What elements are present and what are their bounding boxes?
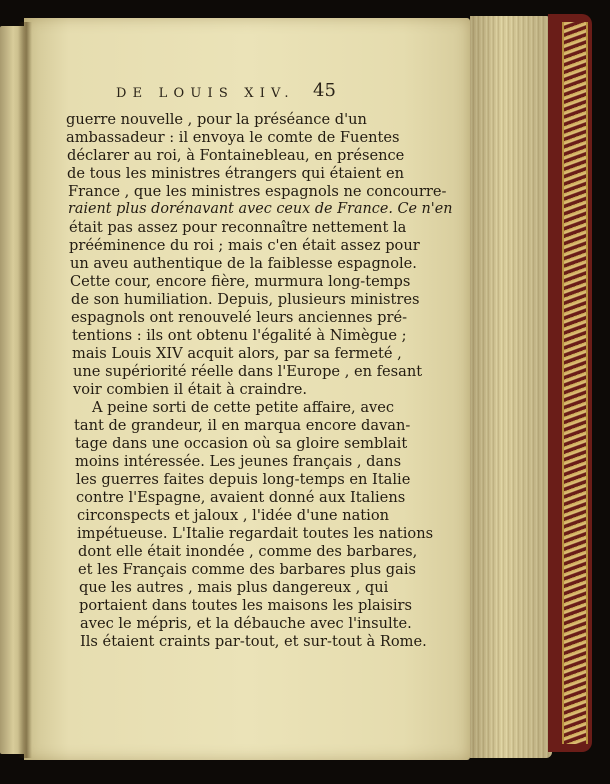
running-head: DE LOUIS XIV. <box>116 86 295 101</box>
text-line: tant de grandeur, il en marqua encore davan- <box>74 417 411 434</box>
text-line: ambassadeur : il envoya le comte de Fuentes <box>66 129 400 146</box>
text-line: Ils étaient craints par-tout, et sur-tout à Rome. <box>80 633 427 650</box>
text-line: de son humiliation. Depuis, plusieurs ministres <box>71 291 420 308</box>
text-line: A peine sorti de cette petite affaire, avec <box>92 399 395 416</box>
text-line: contre l'Espagne, avaient donné aux Italiens <box>76 489 406 506</box>
text-line: France , que les ministres espagnols ne concourre- <box>68 183 447 200</box>
text-line: avec le mépris, et la débauche avec l'insulte. <box>80 615 412 632</box>
text-line: déclarer au roi, à Fontainebleau, en présence <box>67 147 405 164</box>
text-line: guerre nouvelle , pour la préséance d'un <box>66 111 367 128</box>
text-line: prééminence du roi ; mais c'en était assez pour <box>69 237 420 254</box>
text-line: que les autres , mais plus dangereux , qui <box>79 579 389 596</box>
text-line: de tous les ministres étrangers qui étaient en <box>67 165 405 182</box>
text-line: une supériorité réelle dans l'Europe , en fesant <box>73 363 423 380</box>
text-line: espagnols ont renouvelé leurs anciennes pré- <box>71 309 408 326</box>
text-line: tentions : ils ont obtenu l'égalité à Nimègue ; <box>72 327 407 344</box>
text-line: et les Français comme des barbares plus gais <box>78 561 417 578</box>
text-line: voir combien il était à craindre. <box>73 381 307 398</box>
text-line: moins intéressée. Les jeunes français , dans <box>75 453 402 470</box>
text-line: portaient dans toutes les maisons les plaisirs <box>79 597 412 614</box>
text-line: Cette cour, encore fière, murmura long-temps <box>70 273 411 290</box>
text-line: était pas assez pour reconnaître nettement la <box>69 219 407 236</box>
page-number: 45 <box>313 80 336 101</box>
text-line: tage dans une occasion où sa gloire semblait <box>75 435 408 452</box>
text-line: un aveu authentique de la faiblesse espagnole. <box>70 255 417 272</box>
text-line: mais Louis XIV acquit alors, par sa fermeté , <box>72 345 402 362</box>
text-line: dont elle était inondée , comme des barbares, <box>78 543 418 560</box>
text-line: impétueuse. L'Italie regardait toutes les nations <box>77 525 434 542</box>
text-line: circonspects et jaloux , l'idée d'une nation <box>77 507 390 524</box>
text-line: raient plus dorénavant avec ceux de France. Ce n'en <box>68 200 453 217</box>
text-line: les guerres faites depuis long-temps en Italie <box>76 471 411 488</box>
